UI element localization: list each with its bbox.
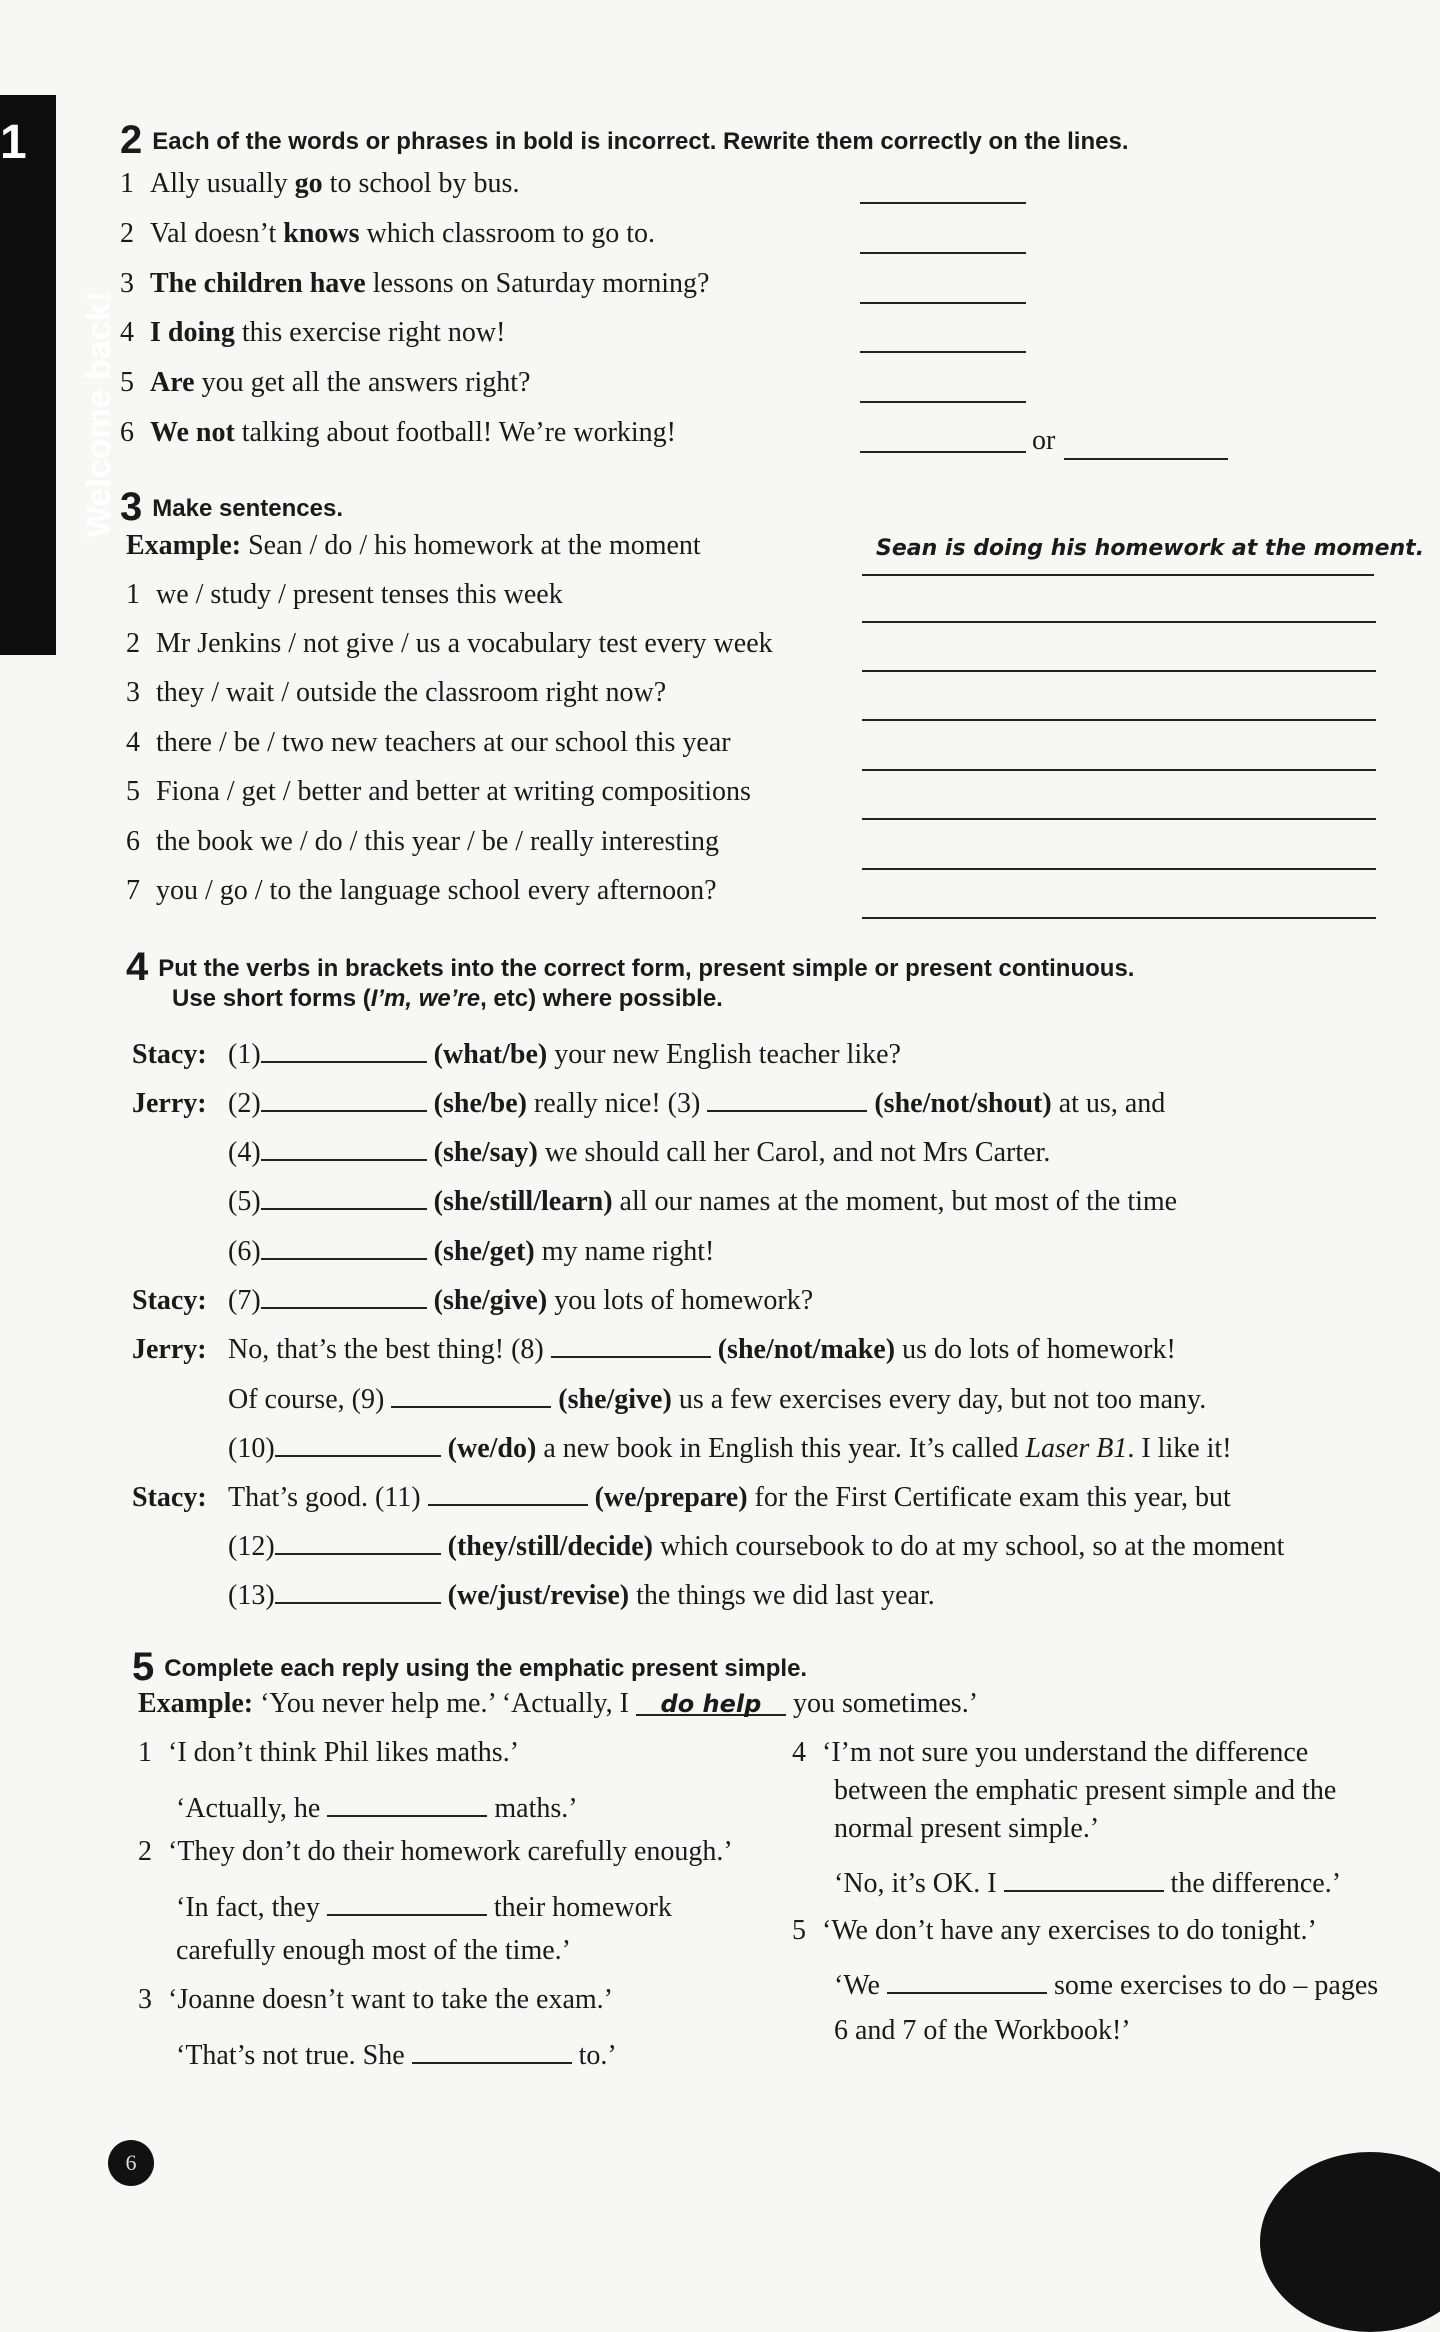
ex4-line [132,1525,1284,1563]
item-number: 1 [120,168,134,199]
ex2-answer-line[interactable] [860,202,1026,204]
ex2-answer-line[interactable] [860,401,1026,403]
ex4-instr-2a: Use short forms ( [172,985,371,1012]
line-text: we should call her Carol, and not Mrs Carter. [537,1137,1051,1168]
item-bold-error: The children have [150,268,366,299]
ex3-example-answer: Sean is doing his homework at the moment. [876,536,1425,561]
reply-post: to.’ [571,2040,617,2071]
verb-blank[interactable] [261,1131,427,1161]
ex3-item [126,776,751,808]
speaker: Jerry: [132,1334,207,1365]
item-text-post: which classroom to go to. [359,218,656,249]
verb-prompt: (she/give) [558,1384,672,1415]
gap-number: (10) [228,1433,275,1464]
verb-prompt: (they/still/decide) [447,1531,653,1562]
ex5-question [138,1737,519,1769]
ex2-answer-line[interactable] [860,302,1026,304]
item-number: 5 [792,1915,806,1946]
item-text-post: this exercise right now! [234,317,506,348]
ex4-line [132,1574,935,1612]
ex5-example-answer: do help [636,1690,786,1716]
item-number: 3 [138,1984,152,2015]
line-text: my name right! [534,1236,715,1267]
item-number: 2 [120,218,134,249]
verb-blank[interactable] [261,1082,427,1112]
line-text: us do lots of homework! [895,1334,1176,1365]
item-number: 2 [126,628,140,659]
verb-prompt: (we/do) [447,1433,537,1464]
ex2-item [120,168,519,200]
item-bold-error: knows [283,218,360,249]
item-bold-error: Are [150,367,195,398]
ex2-answer-line-alt[interactable] [1064,458,1228,460]
item-bold-error: We not [150,417,235,448]
ex4-line [132,1279,813,1317]
verb-blank[interactable] [275,1525,441,1555]
verb-prompt: (she/get) [433,1236,535,1267]
ex3-answer-line[interactable] [862,719,1376,721]
verb-prompt: (we/prepare) [594,1482,748,1513]
ex4-number: 4 [126,945,149,989]
ex3-item [126,826,719,858]
line-text: . I like it! [1127,1433,1232,1464]
speaker: Stacy: [132,1039,207,1070]
ex3-example-label: Example: [126,530,242,561]
ex4-instr-2b: I’m, we’re [370,985,481,1012]
verb-prompt: (she/say) [433,1137,538,1168]
ex3-heading [120,485,343,530]
ex2-answer-line[interactable] [860,351,1026,353]
gap-number: (1) [228,1039,261,1070]
verb-prompt: (she/still/learn) [433,1186,613,1217]
gap-number: (6) [228,1236,261,1267]
ex5-reply [834,1964,1378,2002]
item-bold-error: go [294,168,323,199]
ex5-reply [834,1862,1341,1900]
ex4-line [132,1033,901,1071]
reply-pre: ‘In fact, they [176,1892,327,1923]
item-number: 3 [126,677,140,708]
ex5-reply [176,1787,578,1825]
item-number: 5 [126,776,140,807]
ex2-number: 2 [120,118,143,162]
ex5-number: 5 [132,1645,155,1689]
gap-number: (4) [228,1137,261,1168]
item-number: 5 [120,367,134,398]
verb-blank[interactable] [428,1476,588,1506]
ex3-answer-line[interactable] [862,818,1376,820]
ex3-answer-line[interactable] [862,670,1376,672]
reply-blank[interactable] [1004,1862,1164,1892]
reply-post: their homework [486,1892,672,1923]
item-number: 1 [138,1737,152,1768]
verb-prompt: (she/not/shout) [874,1088,1052,1119]
gap-number: (5) [228,1186,261,1217]
line-text: really nice! (3) [526,1088,708,1119]
item-prompt: Fiona / get / better and better at writing compositions [156,776,751,807]
item-number: 6 [120,417,134,448]
verb-prompt: (we/just/revise) [447,1580,630,1611]
ex4-line [132,1082,1165,1120]
ex4-instruction-1: Put the verbs in brackets into the correct form, present simple or present continuous. [158,955,1135,982]
item-prompt: there / be / two new teachers at our school this year [156,727,731,758]
ex5-example-post: you sometimes.’ [785,1688,979,1719]
ex3-number: 3 [120,485,143,529]
ex2-item [120,417,676,449]
ex4-line [132,1230,714,1268]
item-text-post: lessons on Saturday morning? [365,268,710,299]
question-text: ‘Joanne doesn’t want to take the exam.’ [168,1984,614,2015]
item-prompt: they / wait / outside the classroom right now? [156,677,667,708]
item-prompt: Mr Jenkins / not give / us a vocabulary test every week [156,628,773,659]
page-corner-decoration [1260,2152,1440,2332]
item-number: 6 [126,826,140,857]
ex3-item [126,875,717,907]
item-text-post: talking about football! We’re working! [234,417,676,448]
ex5-instruction: Complete each reply using the emphatic present simple. [164,1655,808,1682]
reply-post: the difference.’ [1163,1868,1342,1899]
item-number: 4 [120,317,134,348]
ex5-question [138,1836,733,1868]
verb-blank[interactable] [275,1574,441,1604]
ex3-answer-line[interactable] [862,769,1376,771]
item-prompt: we / study / present tenses this week [156,579,563,610]
reply-blank[interactable] [327,1787,487,1817]
reply-continuation: carefully enough most of the time.’ [176,1935,571,1966]
reply-post: maths.’ [487,1793,578,1824]
ex4-heading [126,945,1134,990]
ex2-item [120,367,530,399]
item-text-pre: Ally usually [150,168,295,199]
line-text: at us, and [1051,1088,1166,1119]
verb-prompt: (what/be) [433,1039,548,1070]
ex5-example-pre: ‘You never help me.’ ‘Actually, I [260,1688,636,1719]
line-text: us a few exercises every day, but not too many. [671,1384,1207,1415]
verb-blank[interactable] [261,1180,427,1210]
ex3-answer-line[interactable] [862,917,1376,919]
page-number: 6 [108,2140,154,2186]
ex3-item [126,579,563,611]
item-text-pre: Val doesn’t [150,218,284,249]
unit-number: 1 [0,116,27,169]
ex5-heading [132,1645,807,1690]
ex3-example-answer-line [862,574,1374,576]
ex5-reply [176,2034,617,2072]
verb-prompt: (she/give) [433,1285,548,1316]
ex3-answer-line[interactable] [862,621,1376,623]
item-prompt: the book we / do / this year / be / really interesting [156,826,719,857]
gap-number: (2) [228,1088,261,1119]
line-text: for the First Certificate exam this year, but [747,1482,1231,1513]
line-text: the things we did last year. [629,1580,935,1611]
line-text: you lots of homework? [547,1285,814,1316]
line-text-pre: That’s good. (11) [228,1482,428,1513]
verb-blank[interactable] [261,1033,427,1063]
reply-blank[interactable] [327,1886,487,1916]
ex3-item [126,677,666,709]
ex5-reply [176,1886,672,1924]
ex2-item [120,218,655,250]
ex5-question [792,1737,1308,1769]
question-text: ‘They don’t do their homework carefully enough.’ [168,1836,733,1867]
reply-blank[interactable] [412,2034,572,2064]
book-title: Laser B1 [1025,1433,1128,1464]
ex4-line [132,1131,1050,1169]
ex2-answer-line[interactable] [860,451,1026,453]
ex2-instruction: Each of the words or phrases in bold is incorrect. Rewrite them correctly on the lines. [152,128,1129,155]
item-number: 4 [126,727,140,758]
line-text: all our names at the moment, but most of the time [612,1186,1178,1217]
line-text: which coursebook to do at my school, so at the moment [652,1531,1285,1562]
or-word: or [1032,425,1056,456]
ex2-heading [120,118,1128,163]
speaker: Stacy: [132,1285,207,1316]
ex5-example-label: Example: [138,1688,254,1719]
ex3-example [126,530,701,562]
ex5-question [792,1915,1317,1947]
question-text-cont: normal present simple.’ [834,1813,1100,1844]
verb-prompt: (she/not/make) [717,1334,896,1365]
ex2-item [120,268,709,300]
reply-continuation: 6 and 7 of the Workbook!’ [834,2015,1131,2046]
line-text: a new book in English this year. It’s called [536,1433,1026,1464]
ex4-line [132,1378,1206,1416]
verb-blank[interactable] [275,1427,441,1457]
ex4-line [132,1476,1231,1514]
verb-blank[interactable] [551,1328,711,1358]
line-text-pre: Of course, (9) [228,1384,392,1415]
gap-number: (13) [228,1580,275,1611]
ex4-line [132,1427,1232,1465]
unit-side-tab [0,95,118,655]
reply-post: some exercises to do – pages [1046,1970,1379,2001]
item-text-post: to school by bus. [322,168,520,199]
item-number: 2 [138,1836,152,1867]
ex3-item [126,628,773,660]
reply-pre: ‘That’s not true. She [176,2040,412,2071]
ex4-line [132,1180,1177,1218]
ex4-line [132,1328,1176,1366]
question-text-cont: between the emphatic present simple and the [834,1775,1337,1806]
ex5-example [138,1688,978,1720]
speaker: Stacy: [132,1482,207,1513]
ex2-item [120,317,505,349]
line-text: your new English teacher like? [547,1039,901,1070]
item-bold-error: I doing [150,317,235,348]
ex3-answer-line[interactable] [862,868,1376,870]
ex4-instr-2c: , etc) where possible. [480,985,723,1012]
gap-number: (7) [228,1285,261,1316]
reply-pre: ‘We [834,1970,887,2001]
ex4-instruction-2 [172,985,723,1013]
verb-prompt: (she/be) [433,1088,527,1119]
verb-blank[interactable] [261,1279,427,1309]
question-text: ‘I don’t think Phil likes maths.’ [168,1737,520,1768]
speaker: Jerry: [132,1088,207,1119]
ex3-instruction: Make sentences. [152,495,344,522]
item-number: 3 [120,268,134,299]
line-text-pre: No, that’s the best thing! (8) [228,1334,551,1365]
verb-blank[interactable] [261,1230,427,1260]
gap-number: (12) [228,1531,275,1562]
item-text-post: you get all the answers right? [194,367,531,398]
ex3-item [126,727,731,759]
verb-blank[interactable] [391,1378,551,1408]
question-text: ‘We don’t have any exercises to do tonight.’ [822,1915,1317,1946]
unit-title: Welcome back! [79,291,118,538]
ex2-answer-line[interactable] [860,252,1026,254]
item-number: 7 [126,875,140,906]
reply-pre: ‘Actually, he [176,1793,328,1824]
item-number: 4 [792,1737,806,1768]
verb-blank[interactable] [707,1082,867,1112]
item-number: 1 [126,579,140,610]
reply-blank[interactable] [887,1964,1047,1994]
reply-pre: ‘No, it’s OK. I [834,1868,1004,1899]
ex5-question [138,1984,613,2016]
ex3-example-prompt: Sean / do / his homework at the moment [248,530,701,561]
question-text: ‘I’m not sure you understand the difference [822,1737,1309,1768]
item-prompt: you / go / to the language school every afternoon? [156,875,717,906]
